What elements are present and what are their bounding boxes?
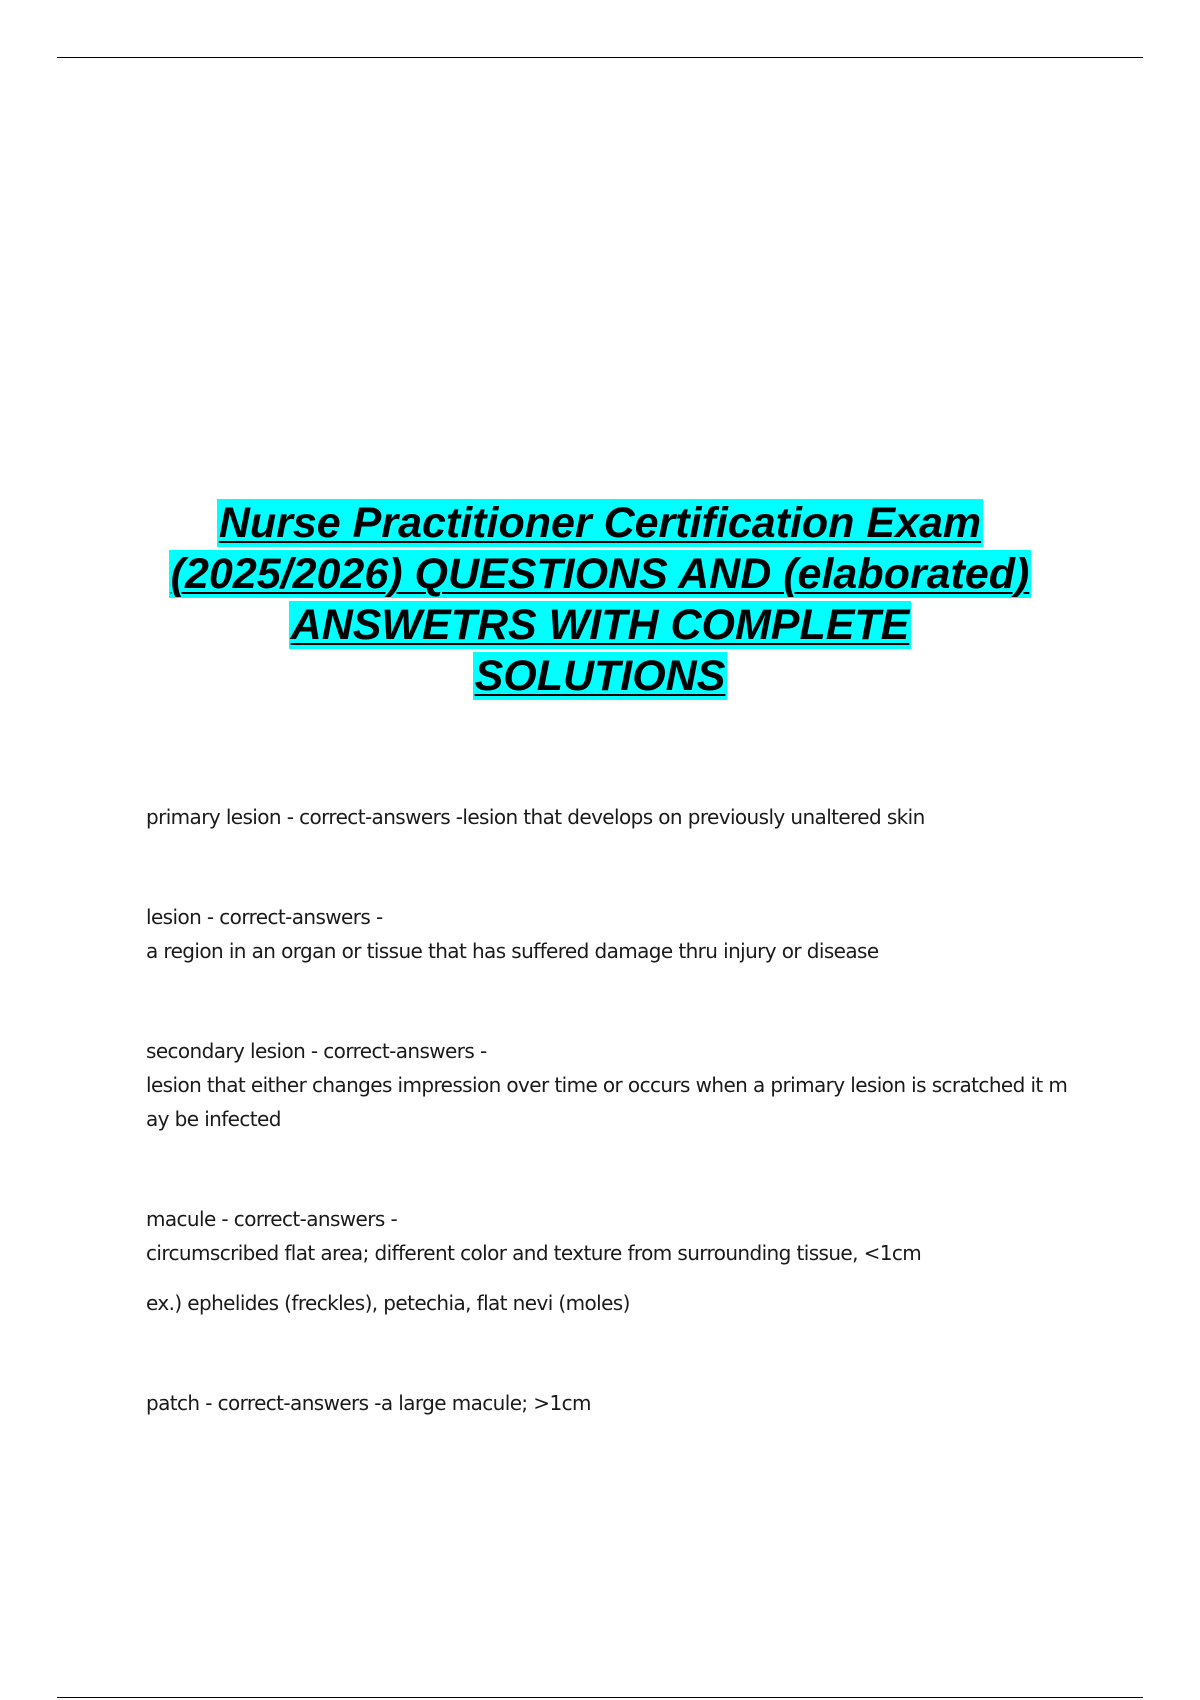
qa-entries [146,800,1086,1420]
title-line-2: (2025/2026) QUESTIONS AND (elaborated) [170,550,1030,598]
qa-entry-primary-lesion [146,800,1086,834]
qa-entry-text: patch - correct-answers -a large macule; >1cm [146,1391,591,1415]
qa-entry-answer: lesion that either changes impression over time or occurs when a primary lesion is scratched it m [146,1073,1068,1097]
header-rule [57,57,1143,58]
title-line-4: SOLUTIONS [474,652,726,700]
qa-entry-text: primary lesion - correct-answers -lesion that develops on previously unaltered skin [146,805,925,829]
qa-entry-example: ex.) ephelides (freckles), petechia, flat nevi (moles) [146,1291,630,1315]
qa-entry-patch [146,1386,1086,1420]
qa-entry-term: macule - correct-answers - [146,1207,398,1231]
qa-entry-secondary-lesion [146,1034,1086,1136]
qa-entry-answer: a region in an organ or tissue that has suffered damage thru injury or disease [146,939,879,963]
qa-entry-term: lesion - correct-answers - [146,905,383,929]
qa-entry-answer-cont: ay be infected [146,1107,281,1131]
qa-entry-lesion [146,900,1086,968]
qa-entry-term: secondary lesion - correct-answers - [146,1039,487,1063]
document-title [60,498,1140,702]
qa-entry-macule [146,1202,1086,1320]
footer-rule [57,1697,1143,1698]
title-line-1: Nurse Practitioner Certification Exam [218,499,982,547]
title-line-3: ANSWETRS WITH COMPLETE [290,601,910,649]
qa-entry-answer: circumscribed flat area; different color and texture from surrounding tissue, <1cm [146,1241,922,1265]
